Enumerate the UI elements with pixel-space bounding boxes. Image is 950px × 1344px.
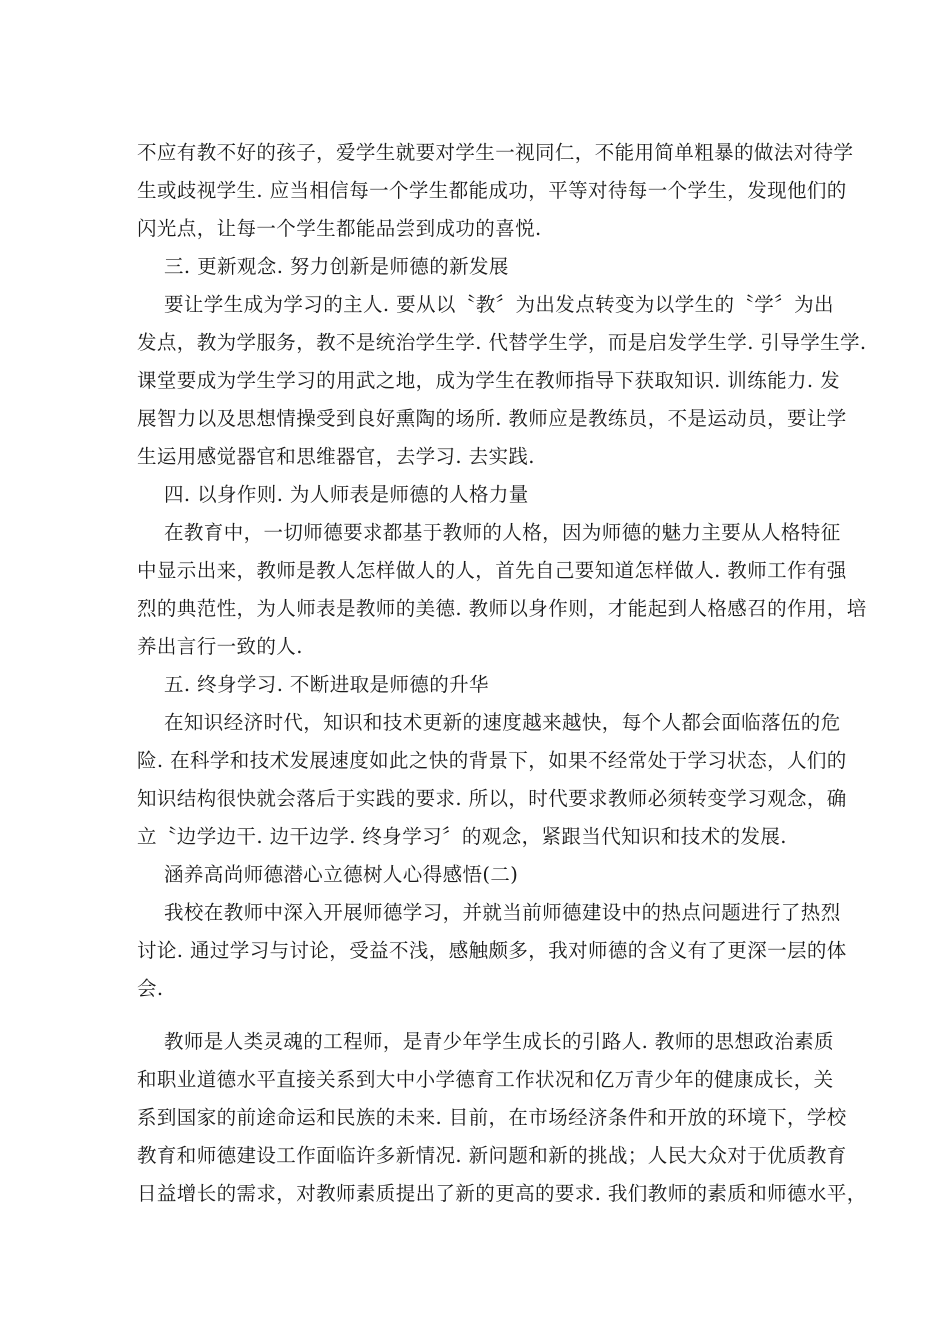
text-line: 险. 在科学和技术发展速度如此之快的背景下，如果不经常处于学习状态，人们的	[137, 749, 847, 772]
section-heading: 三. 更新观念. 努力创新是师德的新发展	[164, 255, 509, 278]
section-heading: 四. 以身作则. 为人师表是师德的人格力量	[164, 483, 529, 506]
text-line: 我校在教师中深入开展师德学习，并就当前师德建设中的热点问题进行了热烈	[164, 901, 841, 924]
text-line: 发点，教为学服务，教不是统治学生学. 代替学生学，而是启发学生学. 引导学生学.	[137, 331, 867, 354]
text-line: 养出言行一致的人.	[137, 635, 303, 658]
text-line: 立〝边学边干. 边干边学. 终身学习〞的观念，紧跟当代知识和技术的发展.	[137, 825, 787, 848]
text-line: 和职业道德水平直接关系到大中小学德育工作状况和亿万青少年的健康成长，关	[137, 1068, 834, 1091]
text-line: 生或歧视学生. 应当相信每一个学生都能成功，平等对待每一个学生，发现他们的	[137, 179, 847, 202]
text-line: 生运用感觉器官和思维器官，去学习. 去实践.	[137, 445, 535, 468]
text-line: 教师是人类灵魂的工程师，是青少年学生成长的引路人. 教师的思想政治素质	[164, 1030, 834, 1053]
text-line: 不应有教不好的孩子，爱学生就要对学生一视同仁，不能用简单粗暴的做法对待学	[137, 141, 854, 164]
text-line: 课堂要成为学生学习的用武之地，成为学生在教师指导下获取知识. 训练能力. 发	[137, 369, 840, 392]
section-heading: 五. 终身学习. 不断进取是师德的升华	[164, 673, 489, 696]
text-line: 会.	[137, 977, 164, 1000]
text-line: 教育和师德建设工作面临许多新情况. 新问题和新的挑战；人民大众对于优质教育	[137, 1144, 847, 1167]
text-line: 中显示出来，教师是教人怎样做人的人，首先自己要知道怎样做人. 教师工作有强	[137, 559, 847, 582]
text-line: 讨论. 通过学习与讨论，受益不浅，感触颇多，我对师德的含义有了更深一层的体	[137, 939, 847, 962]
text-line: 系到国家的前途命运和民族的未来. 目前，在市场经济条件和开放的环境下，学校	[137, 1106, 847, 1129]
text-line: 要让学生成为学习的主人. 要从以〝教〞为出发点转变为以学生的〝学〞为出	[164, 293, 834, 316]
text-line: 闪光点，让每一个学生都能品尝到成功的喜悦.	[137, 217, 542, 240]
text-line: 在知识经济时代，知识和技术更新的速度越来越快，每个人都会面临落伍的危	[164, 711, 841, 734]
text-line: 知识结构很快就会落后于实践的要求. 所以，时代要求教师必须转变学习观念，确	[137, 787, 847, 810]
text-line: 烈的典范性，为人师表是教师的美德. 教师以身作则，才能起到人格感召的作用，培	[137, 597, 867, 620]
text-line: 日益增长的需求，对教师素质提出了新的更高的要求. 我们教师的素质和师德水平，	[137, 1182, 867, 1205]
text-line: 展智力以及思想情操受到良好熏陶的场所. 教师应是教练员，不是运动员，要让学	[137, 407, 847, 430]
text-line: 在教育中，一切师德要求都基于教师的人格，因为师德的魅力主要从人格特征	[164, 521, 841, 544]
section-title: 涵养高尚师德潜心立德树人心得感悟(二)	[164, 863, 519, 886]
